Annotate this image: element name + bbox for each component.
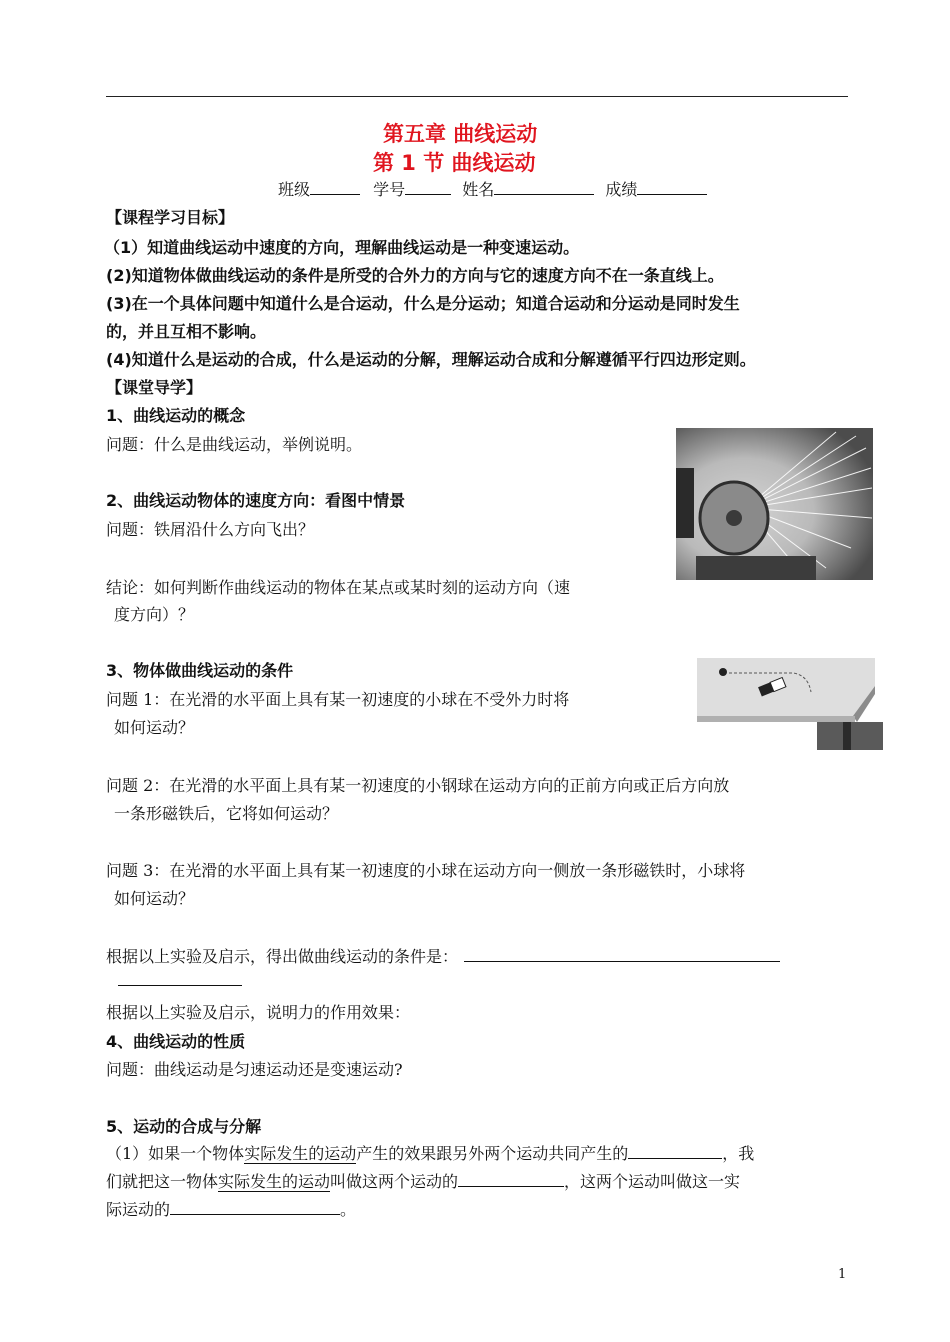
class-blank[interactable]	[310, 180, 360, 195]
name-blank[interactable]	[494, 180, 594, 195]
text-run: 际运动的	[106, 1200, 171, 1219]
text-run: 产生的效果跟另外两个运动共同产生的	[356, 1144, 629, 1163]
section-title: 第 1 节 曲线运动	[373, 151, 536, 175]
text-run: 们就把这一物体	[106, 1172, 219, 1191]
underlined-term: 实际发生的运动	[244, 1144, 357, 1163]
guide-heading: 【课堂导学】	[106, 378, 203, 397]
text-run: 。	[340, 1200, 357, 1219]
fill-blank-1[interactable]	[628, 1144, 722, 1159]
section-4-question: 问题：曲线运动是匀速运动还是变速运动?	[106, 1060, 403, 1079]
text-run: ，我	[722, 1144, 755, 1163]
section-3-question-1: 问题 1：在光滑的水平面上具有某一初速度的小球在不受外力时将	[106, 690, 570, 709]
section-3-condition	[106, 947, 780, 967]
section-5-line-1	[106, 1144, 754, 1164]
section-4-title: 4、曲线运动的性质	[106, 1032, 246, 1051]
section-3-question-2: 问题 2：在光滑的水平面上具有某一初速度的小钢球在运动方向的正前方向或正后方向放	[106, 776, 730, 795]
objective-item: （1）知道曲线运动中速度的方向，理解曲线运动是一种变速运动。	[104, 238, 580, 257]
top-rule	[106, 96, 848, 97]
page-number: 1	[838, 1267, 847, 1282]
objective-item: 的，并且互相不影响。	[106, 322, 267, 341]
objectives-heading: 【课程学习目标】	[106, 208, 235, 227]
section-3-title: 3、物体做曲线运动的条件	[106, 661, 294, 680]
section-1-title: 1、曲线运动的概念	[106, 406, 246, 425]
section-3-question-3-cont: 如何运动？	[114, 889, 195, 908]
condition-blank[interactable]	[464, 947, 780, 962]
text-run: （1）如果一个物体	[106, 1144, 245, 1163]
condition-prompt: 根据以上实验及启示，得出做曲线运动的条件是：	[106, 947, 459, 966]
objective-item: (4)知道什么是运动的合成，什么是运动的分解，理解运动合成和分解遵循平行四边形定则。	[106, 350, 756, 369]
section-2-question: 问题：铁屑沿什么方向飞出？	[106, 520, 315, 539]
condition-blank-cont[interactable]	[118, 985, 242, 986]
section-5-line-2	[106, 1172, 740, 1192]
text-run: ，这两个运动叫做这一实	[564, 1172, 741, 1191]
grinder-sparks-photo	[676, 428, 873, 580]
fill-blank-3[interactable]	[170, 1200, 340, 1215]
section-5-line-3	[106, 1200, 356, 1220]
section-3-force-effect: 根据以上实验及启示，说明力的作用效果：	[106, 1003, 411, 1022]
section-2-conclusion-cont: 度方向）？	[114, 605, 195, 624]
class-label: 班级	[278, 180, 311, 199]
text-run: 叫做这两个运动的	[330, 1172, 459, 1191]
section-5-title: 5、运动的合成与分解	[106, 1117, 262, 1136]
ball-magnet-table-figure	[693, 656, 883, 750]
number-blank[interactable]	[405, 180, 451, 195]
objective-item: (3)在一个具体问题中知道什么是合运动，什么是分运动；知道合运动和分运动是同时发生	[106, 294, 740, 313]
objective-item: (2)知道物体做曲线运动的条件是所受的合外力的方向与它的速度方向不在一条直线上。	[106, 266, 724, 285]
section-2-title: 2、曲线运动物体的速度方向：看图中情景	[106, 491, 406, 510]
number-label: 学号	[373, 180, 406, 199]
chapter-title: 第五章 曲线运动	[383, 122, 538, 146]
section-1-question: 问题：什么是曲线运动，举例说明。	[106, 435, 363, 454]
score-label: 成绩	[605, 180, 638, 199]
name-label: 姓名	[462, 180, 495, 199]
score-blank[interactable]	[637, 180, 707, 195]
section-2-conclusion: 结论：如何判断作曲线运动的物体在某点或某时刻的运动方向（速	[106, 578, 571, 597]
fill-blank-2[interactable]	[458, 1172, 564, 1187]
section-3-question-3: 问题 3：在光滑的水平面上具有某一初速度的小球在运动方向一侧放一条形磁铁时，小球将	[106, 861, 746, 880]
underlined-term: 实际发生的运动	[218, 1172, 331, 1191]
section-3-question-1-cont: 如何运动？	[114, 718, 195, 737]
student-info-line	[278, 180, 707, 200]
section-3-question-2-cont: 一条形磁铁后，它将如何运动？	[114, 804, 339, 823]
